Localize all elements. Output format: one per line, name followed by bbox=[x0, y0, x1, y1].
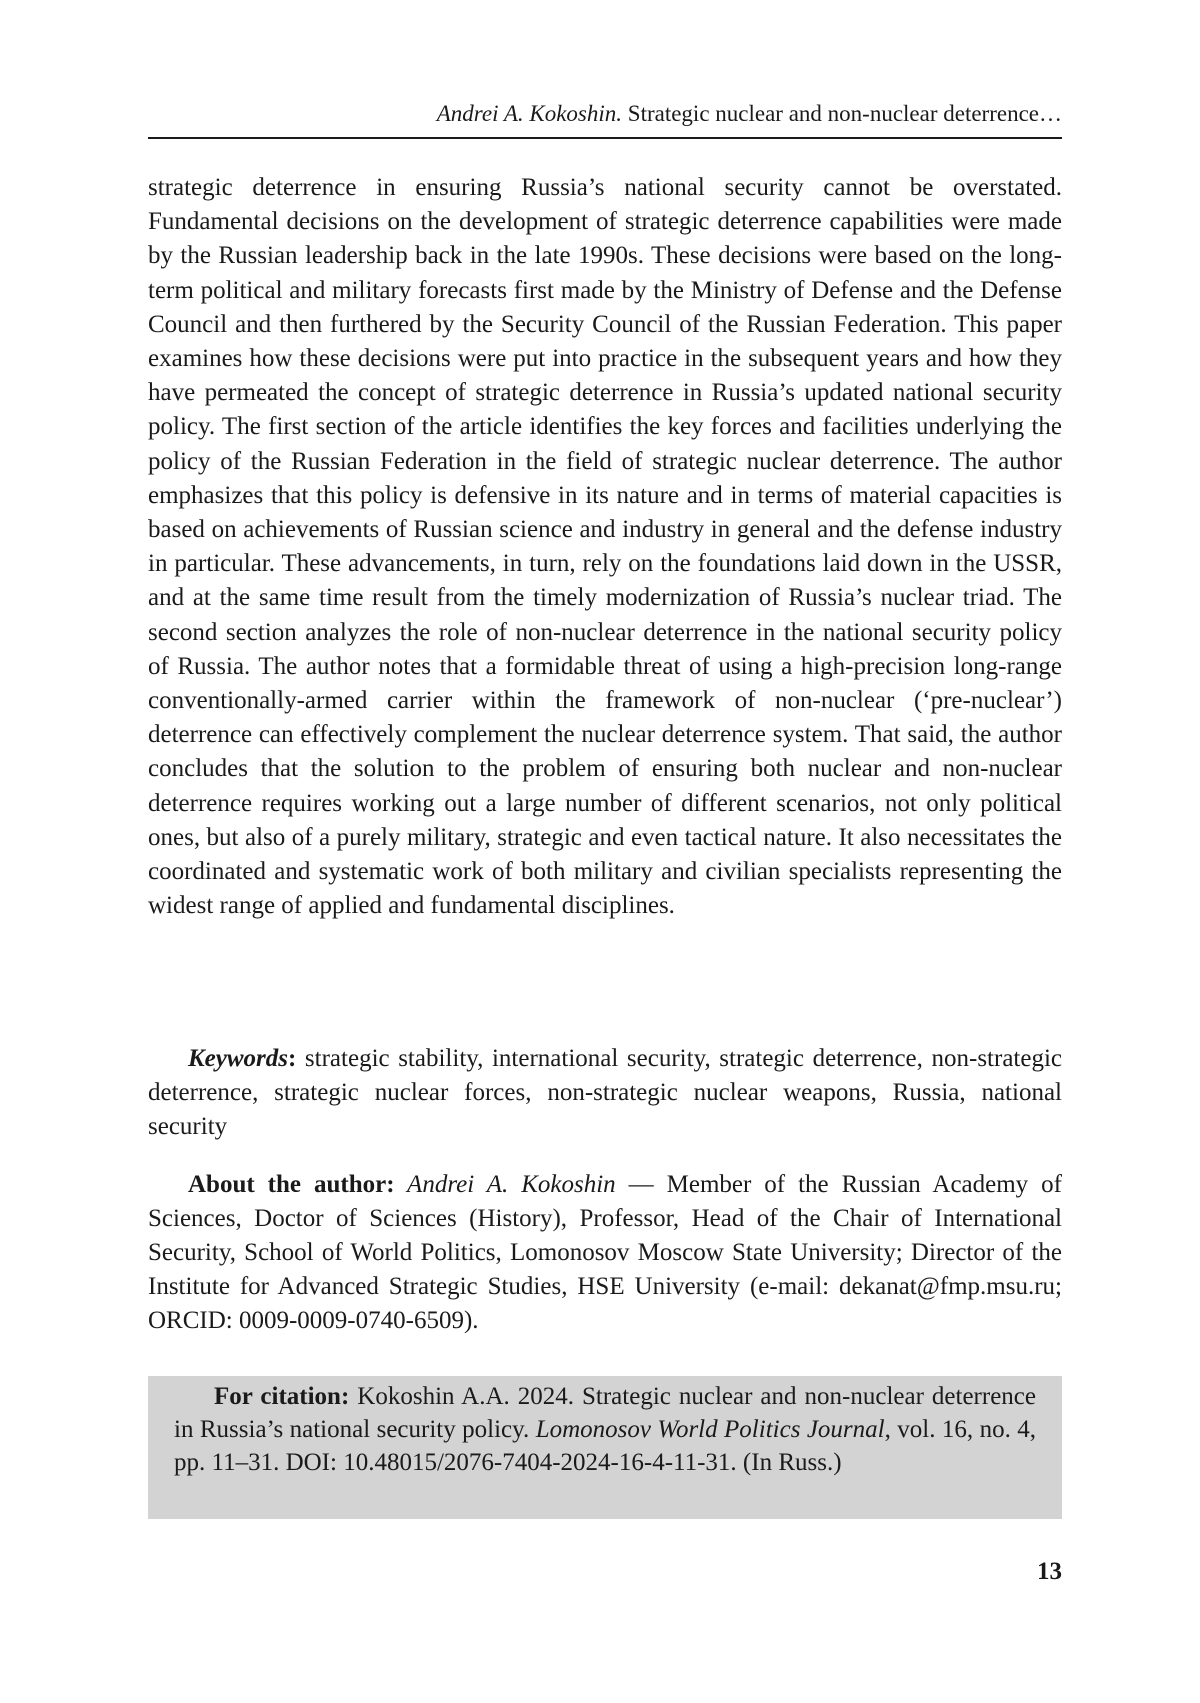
keywords-colon: : bbox=[288, 1045, 297, 1072]
running-head-author: Andrei A. Kokoshin. bbox=[436, 101, 623, 126]
about-author-label: About the author: bbox=[188, 1171, 395, 1198]
author-bio: — Member of the Russian Academy of Sciences, Doctor of Sciences (History), Professor, Head of the Chair of International Security, School of World Politics, Lomonosov Moscow State University; Director of the Institute for Advanced Strategic Studies, HSE University (e-mail: dekanat@fmp.msu.ru; ORCID: 0009-0009-0740-6509). bbox=[148, 1171, 1062, 1334]
abstract-text: strategic deterrence in ensuring Russia’s national security cannot be overstated. Fundamental decisions on the development of strategic deterrence capabilities were made by the Russian leadership back in the late 1990s. These decisions were based on the long-term political and military forecasts first made by the Ministry of Defense and the Defense Council and then furthered by the Security Council of the Russian Federation. This paper examines how these decisions were put into practice in the subsequent years and how they have permeated the concept of strategic deterrence in Russia’s updated national security policy. The first section of the article identifies the key forces and facilities underlying the policy of the Russian Federation in the field of strategic nuclear deterrence. The author emphasizes that this policy is defensive in its nature and in terms of material capacities is based on achievements of Russian science and industry in general and the defense industry in particular. These advancements, in turn, rely on the foundations laid down in the USSR, and at the same time result from the timely modernization of Russia’s nuclear triad. The second section analyzes the role of non-nuclear deterrence in the national security policy of Russia. The author notes that a formidable threat of using a high-precision long-range conventionally-armed carrier within the framework of non-nuclear (‘pre-nuclear’) deterrence can effectively complement the nuclear deterrence system. That said, the author concludes that the solution to the problem of ensuring both nuclear and non-nuclear deterrence requires working out a large number of different scenarios, not only political ones, but also of a purely military, strategic and even tactical nature. It also necessitates the coordinated and systematic work of both military and civilian specialists representing the widest range of applied and fundamental disciplines. bbox=[148, 174, 1062, 920]
citation-box bbox=[148, 1376, 1062, 1519]
author-name: Andrei A. Kokoshin bbox=[394, 1171, 616, 1198]
about-author-paragraph bbox=[148, 1168, 1062, 1338]
page-number: 13 bbox=[1037, 1558, 1062, 1585]
header-rule bbox=[148, 137, 1062, 139]
running-head-title: Strategic nuclear and non-nuclear deterrence… bbox=[622, 101, 1062, 126]
citation-journal: Lomonosov World Politics Journal bbox=[535, 1416, 885, 1443]
citation-paragraph bbox=[174, 1380, 1036, 1479]
running-head bbox=[148, 98, 1062, 130]
keywords-paragraph bbox=[148, 1042, 1062, 1144]
citation-label: For citation: bbox=[214, 1383, 350, 1410]
citation-text-before: Kokoshin A.A. 2024. Strategic nuclear and non-nuclear deterrence in Russia’s national security policy. bbox=[174, 1383, 1036, 1443]
citation-text-after: , vol. 16, no. 4, pp. 11–31. DOI: 10.48015/2076-7404-2024-16-4-11-31. (In Russ.) bbox=[174, 1416, 1037, 1476]
keywords-list: strategic stability, international security, strategic deterrence, non-strategic deterrence, strategic nuclear forces, non-strategic nuclear weapons, Russia, national security bbox=[148, 1045, 1062, 1140]
keywords-label: Keywords bbox=[188, 1045, 288, 1072]
